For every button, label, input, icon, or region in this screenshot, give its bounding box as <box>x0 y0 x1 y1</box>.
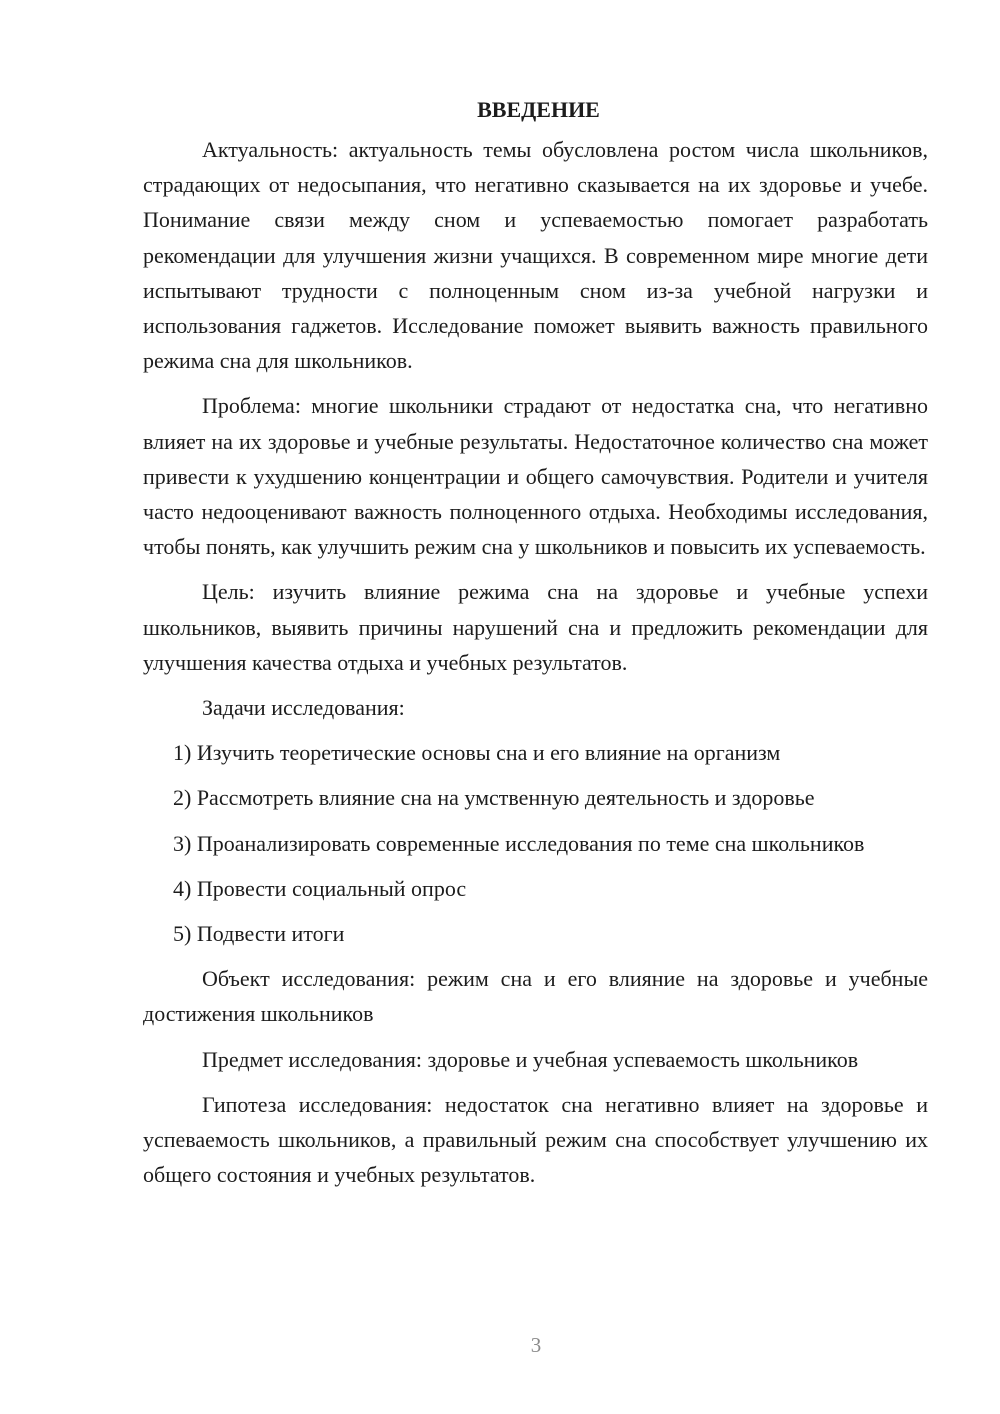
object-paragraph: Объект исследования: режим сна и его влияние на здоровье и учебные достижения школьников <box>143 966 928 1027</box>
page-title: ВВЕДЕНИЕ <box>477 97 600 122</box>
task-item: 2) Рассмотреть влияние сна на умственную деятельность и здоровье <box>173 785 815 811</box>
task-item: 1) Изучить теоретические основы сна и его влияние на организм <box>173 740 781 766</box>
hypothesis-paragraph: Гипотеза исследования: недостаток сна негативно влияет на здоровье и успеваемость школьников, а правильный режим сна способствует улучшению их общего состояния и учебных результатов. <box>143 1091 928 1188</box>
task-item: 5) Подвести итоги <box>173 921 345 947</box>
goal-paragraph: Цель: изучить влияние режима сна на здоровье и учебные успехи школьников, выявить причины нарушений сна и предложить рекомендации для улучшения качества отдыха и учебных результатов. <box>143 579 928 675</box>
page-number: 3 <box>530 1333 542 1357</box>
tasks-heading: Задачи исследования: <box>202 695 405 721</box>
problem-paragraph: Проблема: многие школьники страдают от недостатка сна, что негативно влияет на их здоровье и учебные результаты. Недостаточное количество сна может привести к ухудшению концентрации и общего самочувствия. Родители и учителя часто недооценивают важность полноценного отдыха. Необходимы исследования, чтобы понять, как улучшить режим сна у школьников и повысить их успеваемость. <box>143 393 928 560</box>
task-item: 3) Проанализировать современные исследования по теме сна школьников <box>173 830 865 856</box>
document-page <box>143 92 928 1202</box>
subject-paragraph: Предмет исследования: здоровье и учебная успеваемость школьников <box>202 1046 859 1072</box>
task-item: 4) Провести социальный опрос <box>173 875 467 901</box>
relevance-paragraph: Актуальность: актуальность темы обусловлена ростом числа школьников, страдающих от недосыпания, что негативно сказывается на их здоровье и учебе. Понимание связи между сном и успеваемостью помогает разработать рекомендации для улучшения жизни учащихся. В современном мире многие дети испытывают трудности с полноценным сном из-за учебной нагрузки и использования гаджетов. Исследование поможет выявить важность правильного режима сна для школьников. <box>143 137 928 374</box>
